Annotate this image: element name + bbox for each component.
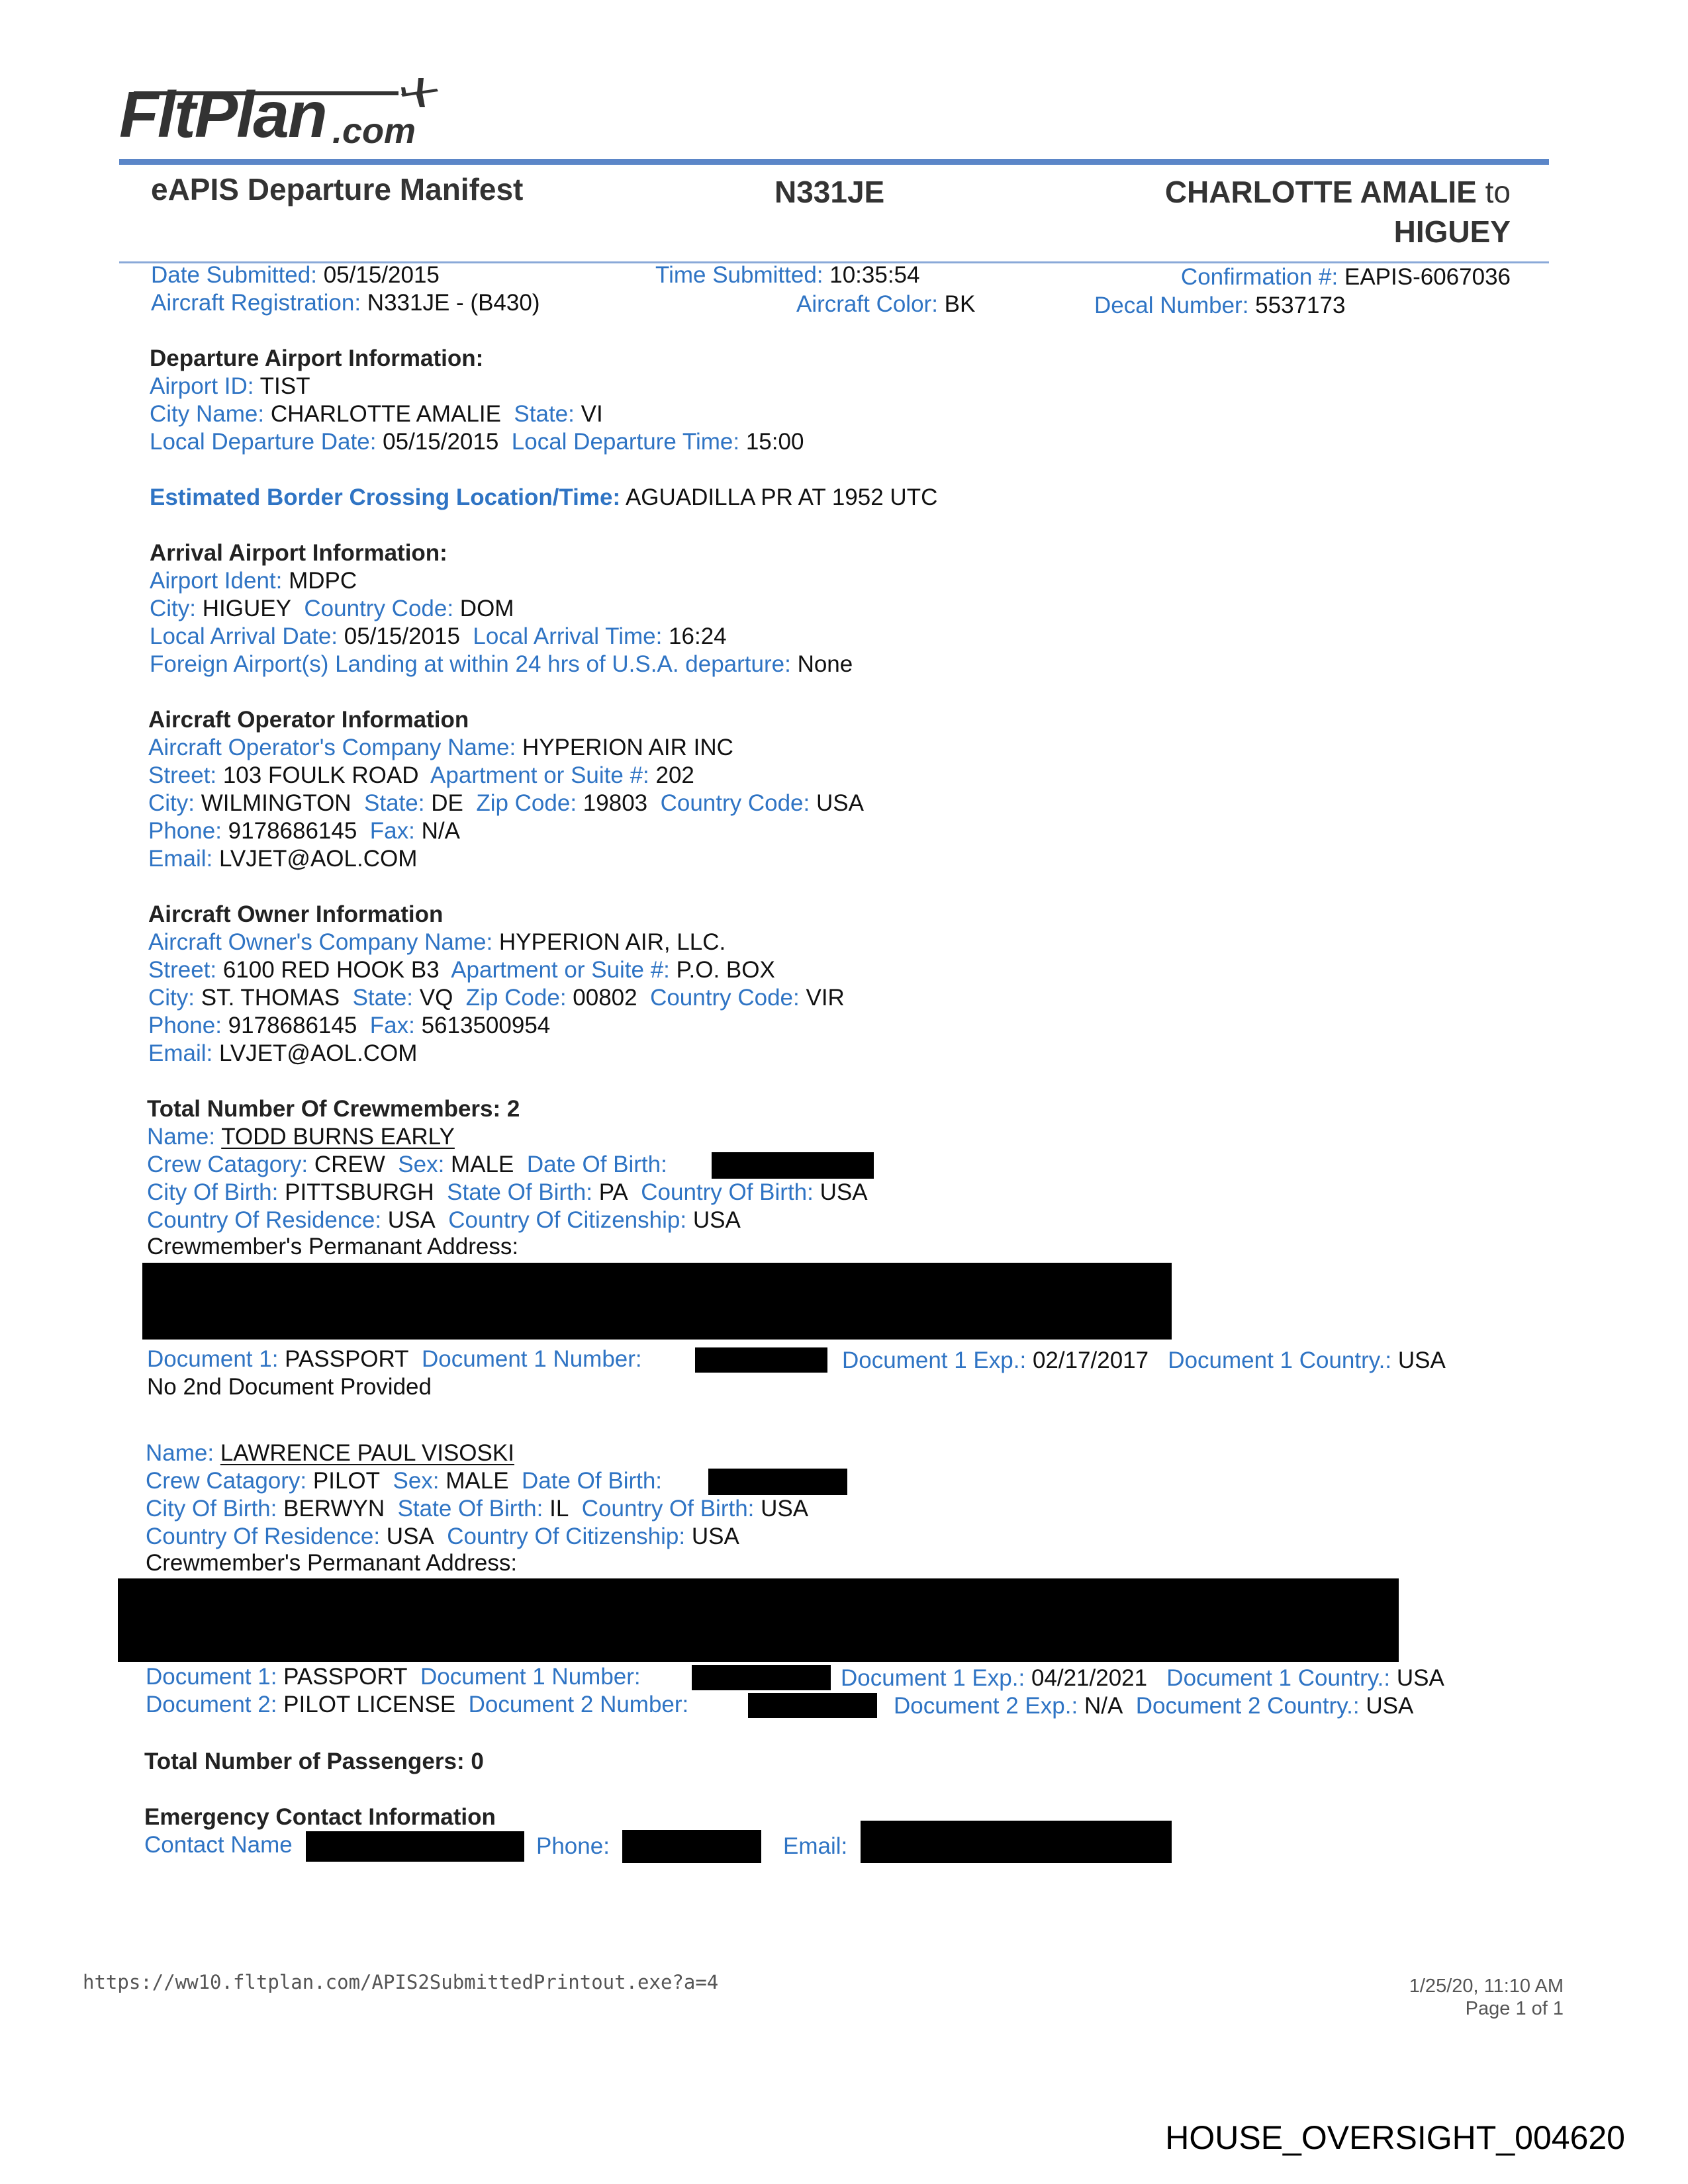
operator-state-label: State: — [364, 790, 425, 816]
owner-city-line — [148, 984, 845, 1012]
crew2-ctob-value: USA — [761, 1496, 809, 1522]
passenger-total-value: 0 — [471, 1749, 484, 1774]
arrival-date-value: 05/15/2015 — [344, 623, 460, 649]
aircraft-registration — [151, 289, 539, 317]
crew2-doc2-country-value: USA — [1366, 1693, 1414, 1719]
crew2-doc1-label: Document 1: — [146, 1664, 277, 1690]
time-submitted — [655, 261, 920, 289]
operator-zip-value: 19803 — [583, 790, 648, 816]
state-label: State: — [514, 401, 575, 427]
foreign-airports-value: None — [797, 651, 853, 677]
departure-heading: Departure Airport Information: — [150, 345, 484, 371]
arrival-country-label: Country Code: — [304, 596, 454, 621]
operator-apt-value: 202 — [655, 762, 694, 788]
date-submitted-label: Date Submitted: — [151, 262, 317, 288]
crew2-citizenship-label: Country Of Citizenship: — [447, 1524, 686, 1549]
operator-email-label: Email: — [148, 846, 213, 872]
arrival-country-value: DOM — [459, 596, 514, 621]
owner-street — [148, 956, 775, 984]
operator-street — [148, 762, 694, 790]
owner-apt-label: Apartment or Suite #: — [451, 957, 670, 983]
crew2-doc2-exp-label: Document 2 Exp.: — [894, 1693, 1078, 1719]
foreign-airports — [150, 651, 853, 678]
crew1-cob-value: PITTSBURGH — [285, 1179, 434, 1205]
crew1-document1-exp — [842, 1347, 1446, 1375]
crew1-doc1-number-label: Document 1 Number: — [422, 1346, 642, 1372]
owner-street-value: 6100 RED HOOK B3 — [222, 957, 440, 983]
owner-phone-value: 9178686145 — [228, 1013, 357, 1038]
crew1-dob-redaction — [712, 1152, 874, 1179]
operator-fax-value: N/A — [421, 818, 460, 844]
city-name-value: CHARLOTTE AMALIE — [270, 401, 501, 427]
arrival-time-label: Local Arrival Time: — [473, 623, 663, 649]
operator-city-label: City: — [148, 790, 195, 816]
crew1-document1-line — [147, 1345, 642, 1373]
crew1-category-value: CREW — [314, 1152, 385, 1177]
crew1-name-label: Name: — [147, 1124, 216, 1150]
crew2-doc2-country-label: Document 2 Country.: — [1135, 1693, 1360, 1719]
operator-street-value: 103 FOULK ROAD — [222, 762, 419, 788]
crew2-category-value: PILOT — [312, 1468, 381, 1494]
operator-phone-fax — [148, 817, 460, 845]
passenger-total-label: Total Number of Passengers: — [144, 1749, 465, 1774]
crew2-ctob-label: Country Of Birth: — [581, 1496, 755, 1522]
arrival-date-label: Local Arrival Date: — [150, 623, 338, 649]
owner-apt-value: P.O. BOX — [676, 957, 775, 983]
arrival-city-country — [150, 595, 514, 623]
crew1-sob-label: State Of Birth: — [447, 1179, 592, 1205]
operator-company — [148, 734, 733, 762]
decal-number — [1094, 292, 1345, 320]
crew1-doc1-exp-label: Document 1 Exp.: — [842, 1347, 1027, 1373]
crew1-address-label: Crewmember's Permanant Address: — [147, 1234, 519, 1259]
crew2-doc2-value: PILOT LICENSE — [283, 1692, 456, 1717]
departure-date-time — [150, 428, 804, 456]
crew-total — [147, 1095, 520, 1123]
manifest-title: eAPIS Departure Manifest — [151, 172, 524, 206]
owner-fax-value: 5613500954 — [421, 1013, 551, 1038]
crew2-address-redaction — [118, 1578, 1399, 1662]
passenger-total — [144, 1748, 484, 1776]
crew2-doc2-number-label: Document 2 Number: — [468, 1692, 689, 1717]
owner-city-label: City: — [148, 985, 195, 1011]
departure-city-state — [150, 400, 603, 428]
crew-total-value: 2 — [506, 1096, 520, 1122]
crew2-residence-line — [146, 1523, 739, 1551]
crew2-sob-label: State Of Birth: — [397, 1496, 543, 1522]
owner-country-value: VIR — [806, 985, 845, 1011]
departure-time-label: Local Departure Time: — [511, 429, 740, 455]
airport-id-value: TIST — [259, 373, 310, 399]
crew2-dob-redaction — [708, 1469, 847, 1495]
crew-total-label: Total Number Of Crewmembers: — [147, 1096, 501, 1122]
crew2-cob-label: City Of Birth: — [146, 1496, 277, 1522]
crew2-citizenship-value: USA — [691, 1524, 739, 1549]
decal-value: 5537173 — [1255, 293, 1346, 318]
crew2-doc1-exp-value: 04/21/2021 — [1031, 1665, 1148, 1691]
confirmation-number — [1181, 263, 1511, 291]
tail-number: N331JE — [774, 175, 885, 209]
operator-city-value: WILMINGTON — [201, 790, 352, 816]
owner-country-label: Country Code: — [650, 985, 800, 1011]
crew1-sex-value: MALE — [451, 1152, 514, 1177]
logo-wordmark: FltPlan — [119, 78, 326, 151]
crew1-residence-value: USA — [387, 1207, 436, 1233]
crew1-sob-value: PA — [598, 1179, 628, 1205]
time-submitted-label: Time Submitted: — [655, 262, 823, 288]
confirmation-label: Confirmation #: — [1180, 264, 1338, 290]
crew2-document1-line — [146, 1663, 641, 1691]
arrival-airport-ident — [150, 567, 357, 595]
crew1-doc1-value: PASSPORT — [285, 1346, 409, 1372]
airport-ident-label: Airport Ident: — [150, 568, 283, 594]
departure-time-value: 15:00 — [745, 429, 804, 455]
crew2-birth-line — [146, 1495, 808, 1523]
owner-company-label: Aircraft Owner's Company Name: — [148, 929, 493, 955]
route-line1 — [1165, 173, 1511, 210]
crew2-doc1-value: PASSPORT — [283, 1664, 408, 1690]
contact-name-label: Contact Name — [144, 1832, 293, 1858]
crew2-document2-line — [146, 1691, 688, 1719]
departure-airport-id — [150, 373, 310, 400]
crew2-doc2-exp-value: N/A — [1084, 1693, 1123, 1719]
crew1-cob-label: City Of Birth: — [147, 1179, 279, 1205]
date-submitted-value: 05/15/2015 — [323, 262, 440, 288]
contact-phone-redaction — [622, 1830, 761, 1863]
airplane-icon — [396, 73, 442, 113]
crew2-doc2-label: Document 2: — [146, 1692, 277, 1717]
operator-street-label: Street: — [148, 762, 217, 788]
operator-phone-value: 9178686145 — [228, 818, 357, 844]
crew1-doc1-number-redaction — [695, 1347, 827, 1373]
contact-email-label: Email: — [783, 1833, 848, 1859]
owner-email-value: LVJET@AOL.COM — [218, 1040, 418, 1066]
crew1-birth-line — [147, 1179, 868, 1206]
crew1-doc1-label: Document 1: — [147, 1346, 279, 1372]
owner-fax-label: Fax: — [369, 1013, 415, 1038]
aircraft-color — [796, 291, 975, 318]
operator-heading: Aircraft Operator Information — [148, 707, 469, 733]
page-number: Page 1 of 1 — [1465, 1998, 1564, 2019]
arrival-time-value: 16:24 — [669, 623, 727, 649]
route-destination: HIGUEY — [1393, 214, 1511, 249]
departure-date-label: Local Departure Date: — [150, 429, 377, 455]
crew1-doc1-country-label: Document 1 Country.: — [1168, 1347, 1392, 1373]
operator-country-label: Country Code: — [660, 790, 810, 816]
crew2-residence-label: Country Of Residence: — [146, 1524, 381, 1549]
operator-company-label: Aircraft Operator's Company Name: — [148, 735, 516, 760]
date-submitted — [151, 261, 440, 289]
departure-date-value: 05/15/2015 — [383, 429, 499, 455]
aircraft-color-value: BK — [944, 291, 976, 317]
crew1-category-line — [147, 1151, 667, 1179]
crew2-address-label: Crewmember's Permanant Address: — [146, 1550, 518, 1576]
owner-phone-label: Phone: — [148, 1013, 222, 1038]
crew1-sex-label: Sex: — [398, 1152, 445, 1177]
owner-state-label: State: — [352, 985, 414, 1011]
airport-id-label: Airport ID: — [150, 373, 254, 399]
crew2-name-label: Name: — [146, 1440, 214, 1466]
crew2-dob-label: Date Of Birth: — [522, 1468, 663, 1494]
crew1-ctob-value: USA — [820, 1179, 868, 1205]
owner-email-label: Email: — [148, 1040, 213, 1066]
crew1-ctob-label: Country Of Birth: — [641, 1179, 814, 1205]
crew1-name — [147, 1123, 455, 1151]
border-crossing-label: Estimated Border Crossing Location/Time: — [150, 484, 621, 510]
crew1-category-label: Crew Catagory: — [147, 1152, 308, 1177]
crew1-name-value: TODD BURNS EARLY — [221, 1124, 455, 1150]
crew1-residence-line — [147, 1206, 741, 1234]
city-name-label: City Name: — [150, 401, 265, 427]
crew2-sex-value: MALE — [445, 1468, 509, 1494]
crew2-doc2-number-redaction — [748, 1693, 877, 1718]
crew1-doc1-exp-value: 02/17/2017 — [1032, 1347, 1149, 1373]
crew1-citizenship-value: USA — [692, 1207, 741, 1233]
crew2-sob-value: IL — [549, 1496, 569, 1522]
route-origin: CHARLOTTE AMALIE — [1164, 175, 1477, 209]
contact-phone-label: Phone: — [536, 1833, 610, 1859]
arrival-date-time — [150, 623, 727, 651]
fltplan-logo — [119, 73, 450, 159]
crew2-cob-value: BERWYN — [283, 1496, 385, 1522]
operator-state-value: DE — [431, 790, 463, 816]
owner-company — [148, 929, 726, 956]
airport-ident-value: MDPC — [289, 568, 357, 594]
owner-heading: Aircraft Owner Information — [148, 901, 444, 927]
crew2-doc1-number-label: Document 1 Number: — [420, 1664, 641, 1690]
owner-city-value: ST. THOMAS — [201, 985, 340, 1011]
crew2-doc1-number-redaction — [692, 1665, 831, 1690]
crew2-category-label: Crew Catagory: — [146, 1468, 307, 1494]
crew2-doc1-country-value: USA — [1396, 1665, 1444, 1691]
crew1-citizenship-label: Country Of Citizenship: — [448, 1207, 687, 1233]
route-to: to — [1485, 175, 1511, 209]
contact-name-redaction — [306, 1831, 524, 1862]
owner-phone-fax — [148, 1012, 550, 1040]
logo-suffix: .com — [332, 111, 416, 151]
time-submitted-value: 10:35:54 — [829, 262, 920, 288]
crew2-doc1-exp-label: Document 1 Exp.: — [841, 1665, 1025, 1691]
printout-url: https://ww10.fltplan.com/APIS2SubmittedPrintout.exe?a=4 — [83, 1971, 719, 1993]
crew2-sex-label: Sex: — [393, 1468, 440, 1494]
arrival-city-value: HIGUEY — [202, 596, 291, 621]
owner-zip-label: Zip Code: — [465, 985, 567, 1011]
operator-company-value: HYPERION AIR INC — [522, 735, 733, 760]
border-crossing — [150, 484, 937, 512]
crew1-dob-label: Date Of Birth: — [526, 1152, 667, 1177]
crew1-doc1-country-value: USA — [1397, 1347, 1446, 1373]
header-bar — [119, 159, 1549, 165]
crew2-name-value: LAWRENCE PAUL VISOSKI — [220, 1440, 514, 1466]
state-value: VI — [581, 401, 603, 427]
crew2-name — [146, 1439, 514, 1467]
registration-label: Aircraft Registration: — [151, 290, 361, 316]
foreign-airports-label: Foreign Airport(s) Landing at within 24 hrs of U.S.A. departure: — [150, 651, 791, 677]
crew1-no-second-document: No 2nd Document Provided — [147, 1374, 432, 1400]
operator-apt-label: Apartment or Suite #: — [430, 762, 649, 788]
crew1-address-redaction — [142, 1263, 1172, 1340]
decal-label: Decal Number: — [1094, 293, 1249, 318]
aircraft-color-label: Aircraft Color: — [796, 291, 938, 317]
print-timestamp: 1/25/20, 11:10 AM — [1409, 1976, 1564, 1997]
contact-email-redaction — [861, 1821, 1172, 1863]
operator-city-line — [148, 790, 864, 817]
owner-company-value: HYPERION AIR, LLC. — [498, 929, 726, 955]
registration-value: N331JE - (B430) — [367, 290, 540, 316]
crew2-category-line — [146, 1467, 662, 1495]
crew2-document2-exp — [894, 1692, 1413, 1720]
confirmation-value: EAPIS-6067036 — [1344, 264, 1511, 290]
owner-state-value: VQ — [419, 985, 453, 1011]
operator-email — [148, 845, 417, 873]
arrival-city-label: City: — [150, 596, 196, 621]
operator-country-value: USA — [816, 790, 864, 816]
emergency-heading: Emergency Contact Information — [144, 1804, 496, 1830]
owner-zip-value: 00802 — [573, 985, 637, 1011]
owner-street-label: Street: — [148, 957, 217, 983]
border-crossing-value: AGUADILLA PR AT 1952 UTC — [625, 484, 938, 510]
bates-number: HOUSE_OVERSIGHT_004620 — [1165, 2119, 1625, 2156]
crew1-residence-label: Country Of Residence: — [147, 1207, 382, 1233]
crew2-document1-exp — [841, 1664, 1444, 1692]
operator-email-value: LVJET@AOL.COM — [218, 846, 418, 872]
operator-zip-label: Zip Code: — [476, 790, 577, 816]
operator-fax-label: Fax: — [369, 818, 415, 844]
operator-phone-label: Phone: — [148, 818, 222, 844]
crew2-residence-value: USA — [386, 1524, 434, 1549]
crew2-doc1-country-label: Document 1 Country.: — [1166, 1665, 1391, 1691]
owner-email — [148, 1040, 417, 1068]
arrival-heading: Arrival Airport Information: — [150, 540, 447, 566]
